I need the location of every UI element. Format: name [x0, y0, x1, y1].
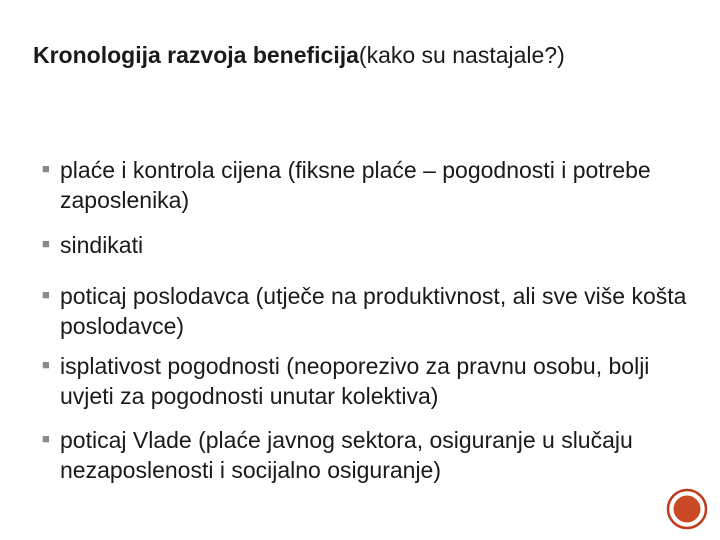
bullet-text: plaće i kontrola cijena (fiksne plaće – pogodnosti i potrebe zaposlenika) — [60, 157, 651, 213]
square-bullet-icon: ■ — [42, 236, 50, 251]
title-normal-text: (kako su nastajale?) — [358, 42, 565, 68]
square-bullet-icon: ■ — [42, 357, 50, 372]
bullet-item — [42, 281, 692, 341]
slide-title — [33, 40, 699, 70]
bullet-text: poticaj poslodavca (utječe na produktivnost, ali sve više košta poslodavce) — [60, 283, 687, 339]
bullet-item — [42, 155, 692, 215]
bullet-item — [42, 425, 692, 485]
circle-logo-icon — [666, 488, 708, 530]
bullet-text: isplativost pogodnosti (neoporezivo za pravnu osobu, bolji uvjeti za pogodnosti unutar kolektiva) — [60, 353, 650, 409]
bullet-item — [42, 230, 692, 260]
title-bold-text: Kronologija razvoja beneficija — [33, 42, 359, 68]
bullet-text: sindikati — [60, 232, 144, 258]
bullet-text: poticaj Vlade (plaće javnog sektora, osiguranje u slučaju nezaposlenosti i socijalno osiguranje) — [60, 427, 633, 483]
square-bullet-icon: ■ — [42, 431, 50, 446]
bullet-list — [42, 155, 692, 485]
square-bullet-icon: ■ — [42, 161, 50, 176]
bullet-item — [42, 351, 692, 411]
square-bullet-icon: ■ — [42, 287, 50, 302]
